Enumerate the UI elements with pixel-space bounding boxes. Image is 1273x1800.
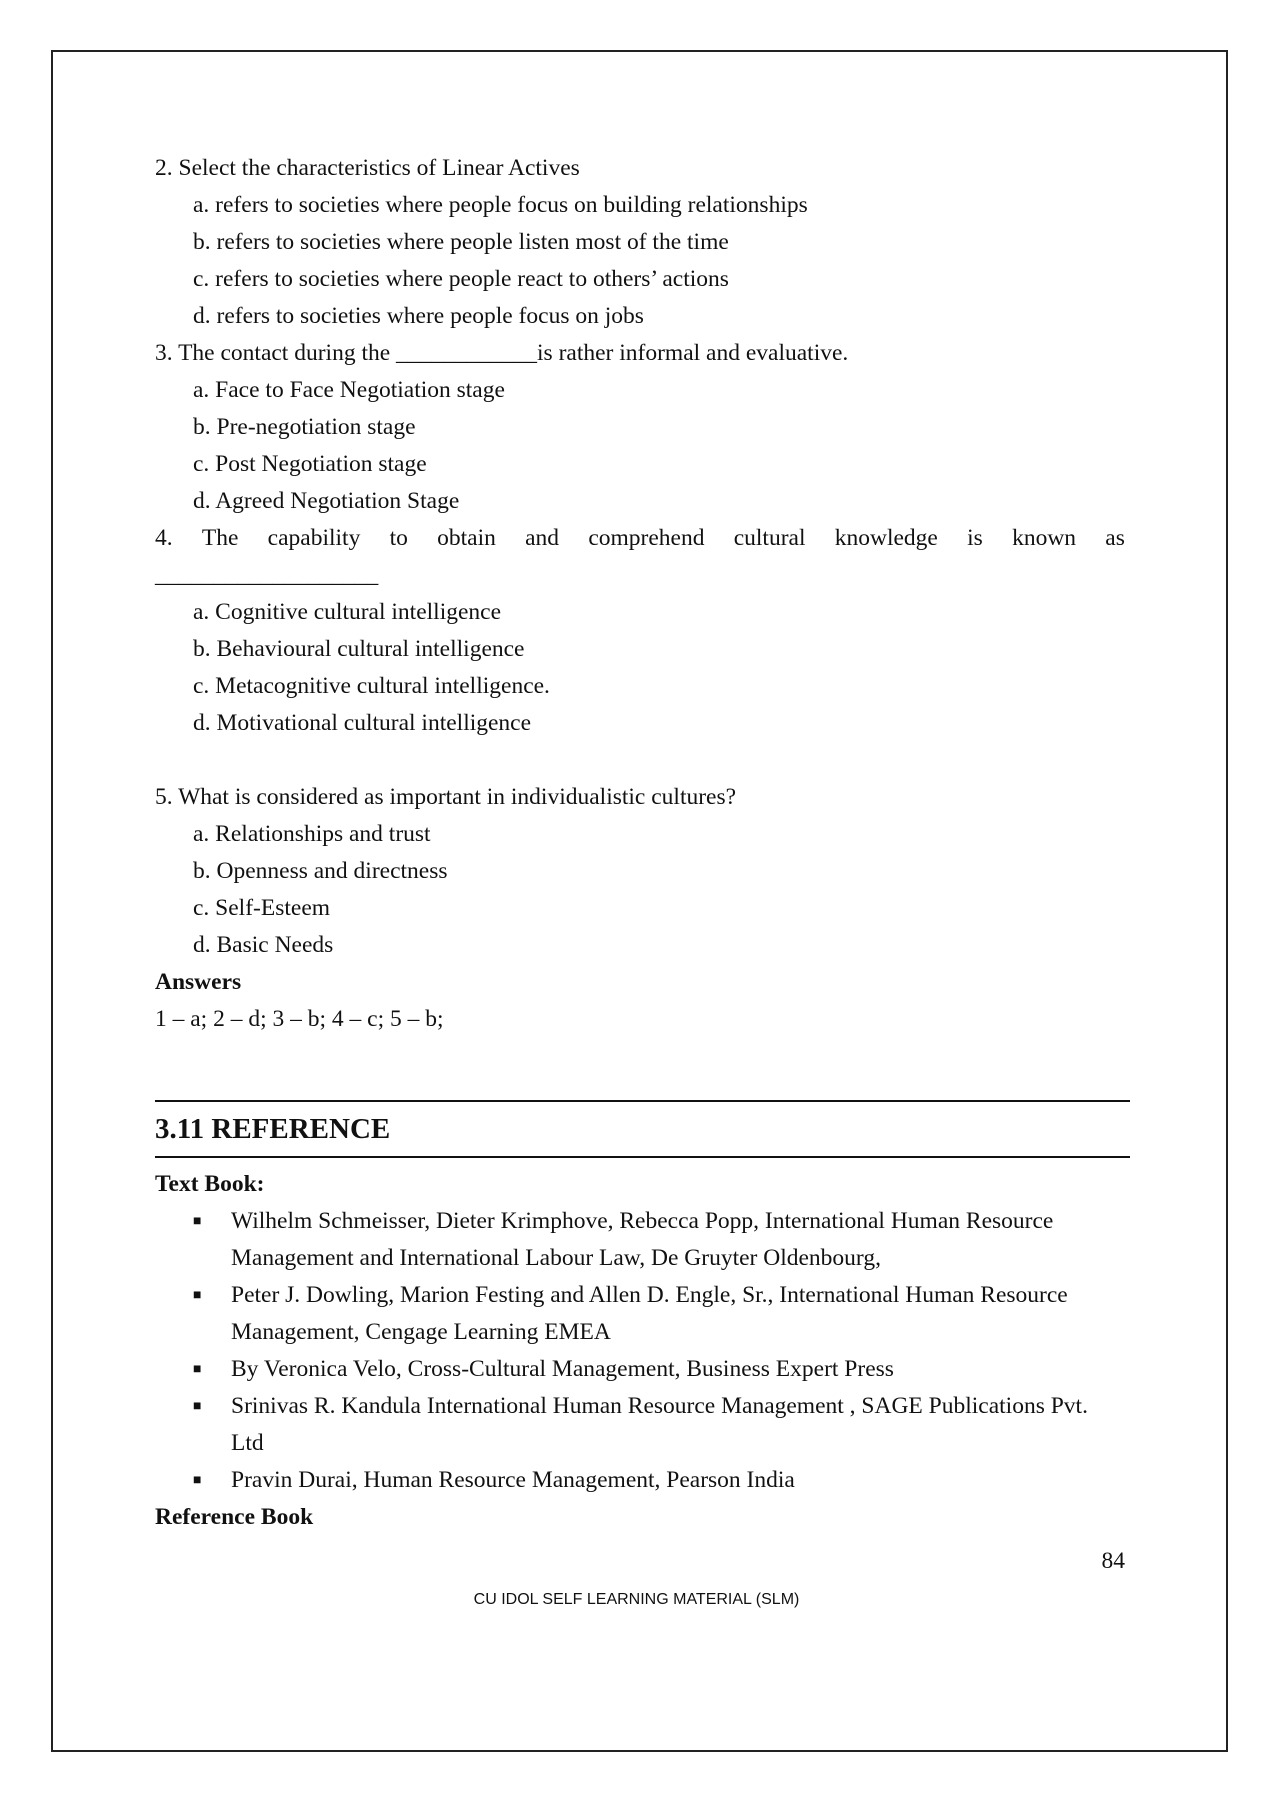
question-4-word: comprehend bbox=[588, 525, 705, 551]
question-2-option-c: c. refers to societies where people react to others’ actions bbox=[193, 266, 729, 292]
question-4-word: obtain bbox=[437, 525, 496, 551]
bullet-icon bbox=[193, 1351, 231, 1388]
question-3-option-a: a. Face to Face Negotiation stage bbox=[193, 377, 505, 403]
question-3-option-b: b. Pre-negotiation stage bbox=[193, 414, 416, 440]
question-4-word: cultural bbox=[733, 525, 806, 551]
page-content bbox=[155, 150, 1125, 1536]
text-book-heading: Text Book: bbox=[155, 1171, 265, 1197]
text-book-item-text: Srinivas R. Kandula International Human Resource Management , SAGE Publications Pvt. Ltd bbox=[231, 1393, 1088, 1456]
text-book-item bbox=[155, 1203, 1125, 1277]
question-4 bbox=[155, 520, 1125, 557]
text-book-item-text: Peter J. Dowling, Marion Festing and Allen D. Engle, Sr., International Human Resource Management, Cengage Learning EMEA bbox=[231, 1282, 1068, 1345]
question-4-word: capability bbox=[267, 525, 361, 551]
bullet-icon bbox=[193, 1203, 231, 1277]
question-5-option-b: b. Openness and directness bbox=[193, 858, 448, 884]
spacer bbox=[155, 1038, 1125, 1100]
text-book-item-text: Pravin Durai, Human Resource Management, Pearson India bbox=[231, 1467, 795, 1493]
question-4-word: known bbox=[1012, 525, 1077, 551]
question-3-option-c: c. Post Negotiation stage bbox=[193, 451, 427, 477]
question-2-option-d: d. refers to societies where people focus on jobs bbox=[193, 303, 644, 329]
text-book-item bbox=[155, 1277, 1125, 1351]
question-5-option-d: d. Basic Needs bbox=[193, 932, 334, 958]
bullet-icon bbox=[193, 1462, 231, 1499]
text-book-item bbox=[155, 1462, 1125, 1499]
question-2-option-a: a. refers to societies where people focus on building relationships bbox=[193, 192, 808, 218]
question-4-word: The bbox=[201, 525, 239, 551]
question-4-word: knowledge bbox=[834, 525, 938, 551]
question-4-word: and bbox=[525, 525, 560, 551]
question-4-word: 4. bbox=[155, 525, 173, 551]
question-4-word: to bbox=[389, 525, 408, 551]
question-4-blank: ___________________ bbox=[155, 562, 379, 588]
bullet-icon bbox=[193, 1277, 231, 1351]
text-book-item-text: By Veronica Velo, Cross-Cultural Management, Business Expert Press bbox=[231, 1356, 894, 1382]
page-number: 84 bbox=[1101, 1548, 1125, 1574]
section-title: 3.11 REFERENCE bbox=[155, 1113, 391, 1145]
answers-heading: Answers bbox=[155, 969, 242, 995]
question-3: 3. The contact during the ____________is rather informal and evaluative. bbox=[155, 340, 849, 366]
question-2: 2. Select the characteristics of Linear Actives bbox=[155, 155, 580, 181]
question-5: 5. What is considered as important in individualistic cultures? bbox=[155, 784, 737, 810]
question-2-option-b: b. refers to societies where people listen most of the time bbox=[193, 229, 729, 255]
bullet-icon bbox=[193, 1388, 231, 1462]
question-5-option-a: a. Relationships and trust bbox=[193, 821, 431, 847]
text-book-item bbox=[155, 1388, 1125, 1462]
text-book-item bbox=[155, 1351, 1125, 1388]
question-4-option-a: a. Cognitive cultural intelligence bbox=[193, 599, 502, 625]
page-footer: CU IDOL SELF LEARNING MATERIAL (SLM) bbox=[473, 1591, 800, 1608]
question-4-option-d: d. Motivational cultural intelligence bbox=[193, 710, 532, 736]
question-3-option-d: d. Agreed Negotiation Stage bbox=[193, 488, 460, 514]
question-4-word: is bbox=[967, 525, 983, 551]
spacer bbox=[155, 742, 1125, 779]
question-4-option-c: c. Metacognitive cultural intelligence. bbox=[193, 673, 550, 699]
text-book-item-text: Wilhelm Schmeisser, Dieter Krimphove, Rebecca Popp, International Human Resource Management and International Labour Law, De Gruyter Oldenbourg, bbox=[231, 1208, 1054, 1271]
question-5-option-c: c. Self-Esteem bbox=[193, 895, 331, 921]
reference-book-heading: Reference Book bbox=[155, 1504, 314, 1530]
question-4-word: as bbox=[1105, 525, 1125, 551]
answers-text: 1 – a; 2 – d; 3 – b; 4 – c; 5 – b; bbox=[155, 1006, 444, 1032]
question-4-option-b: b. Behavioural cultural intelligence bbox=[193, 636, 525, 662]
